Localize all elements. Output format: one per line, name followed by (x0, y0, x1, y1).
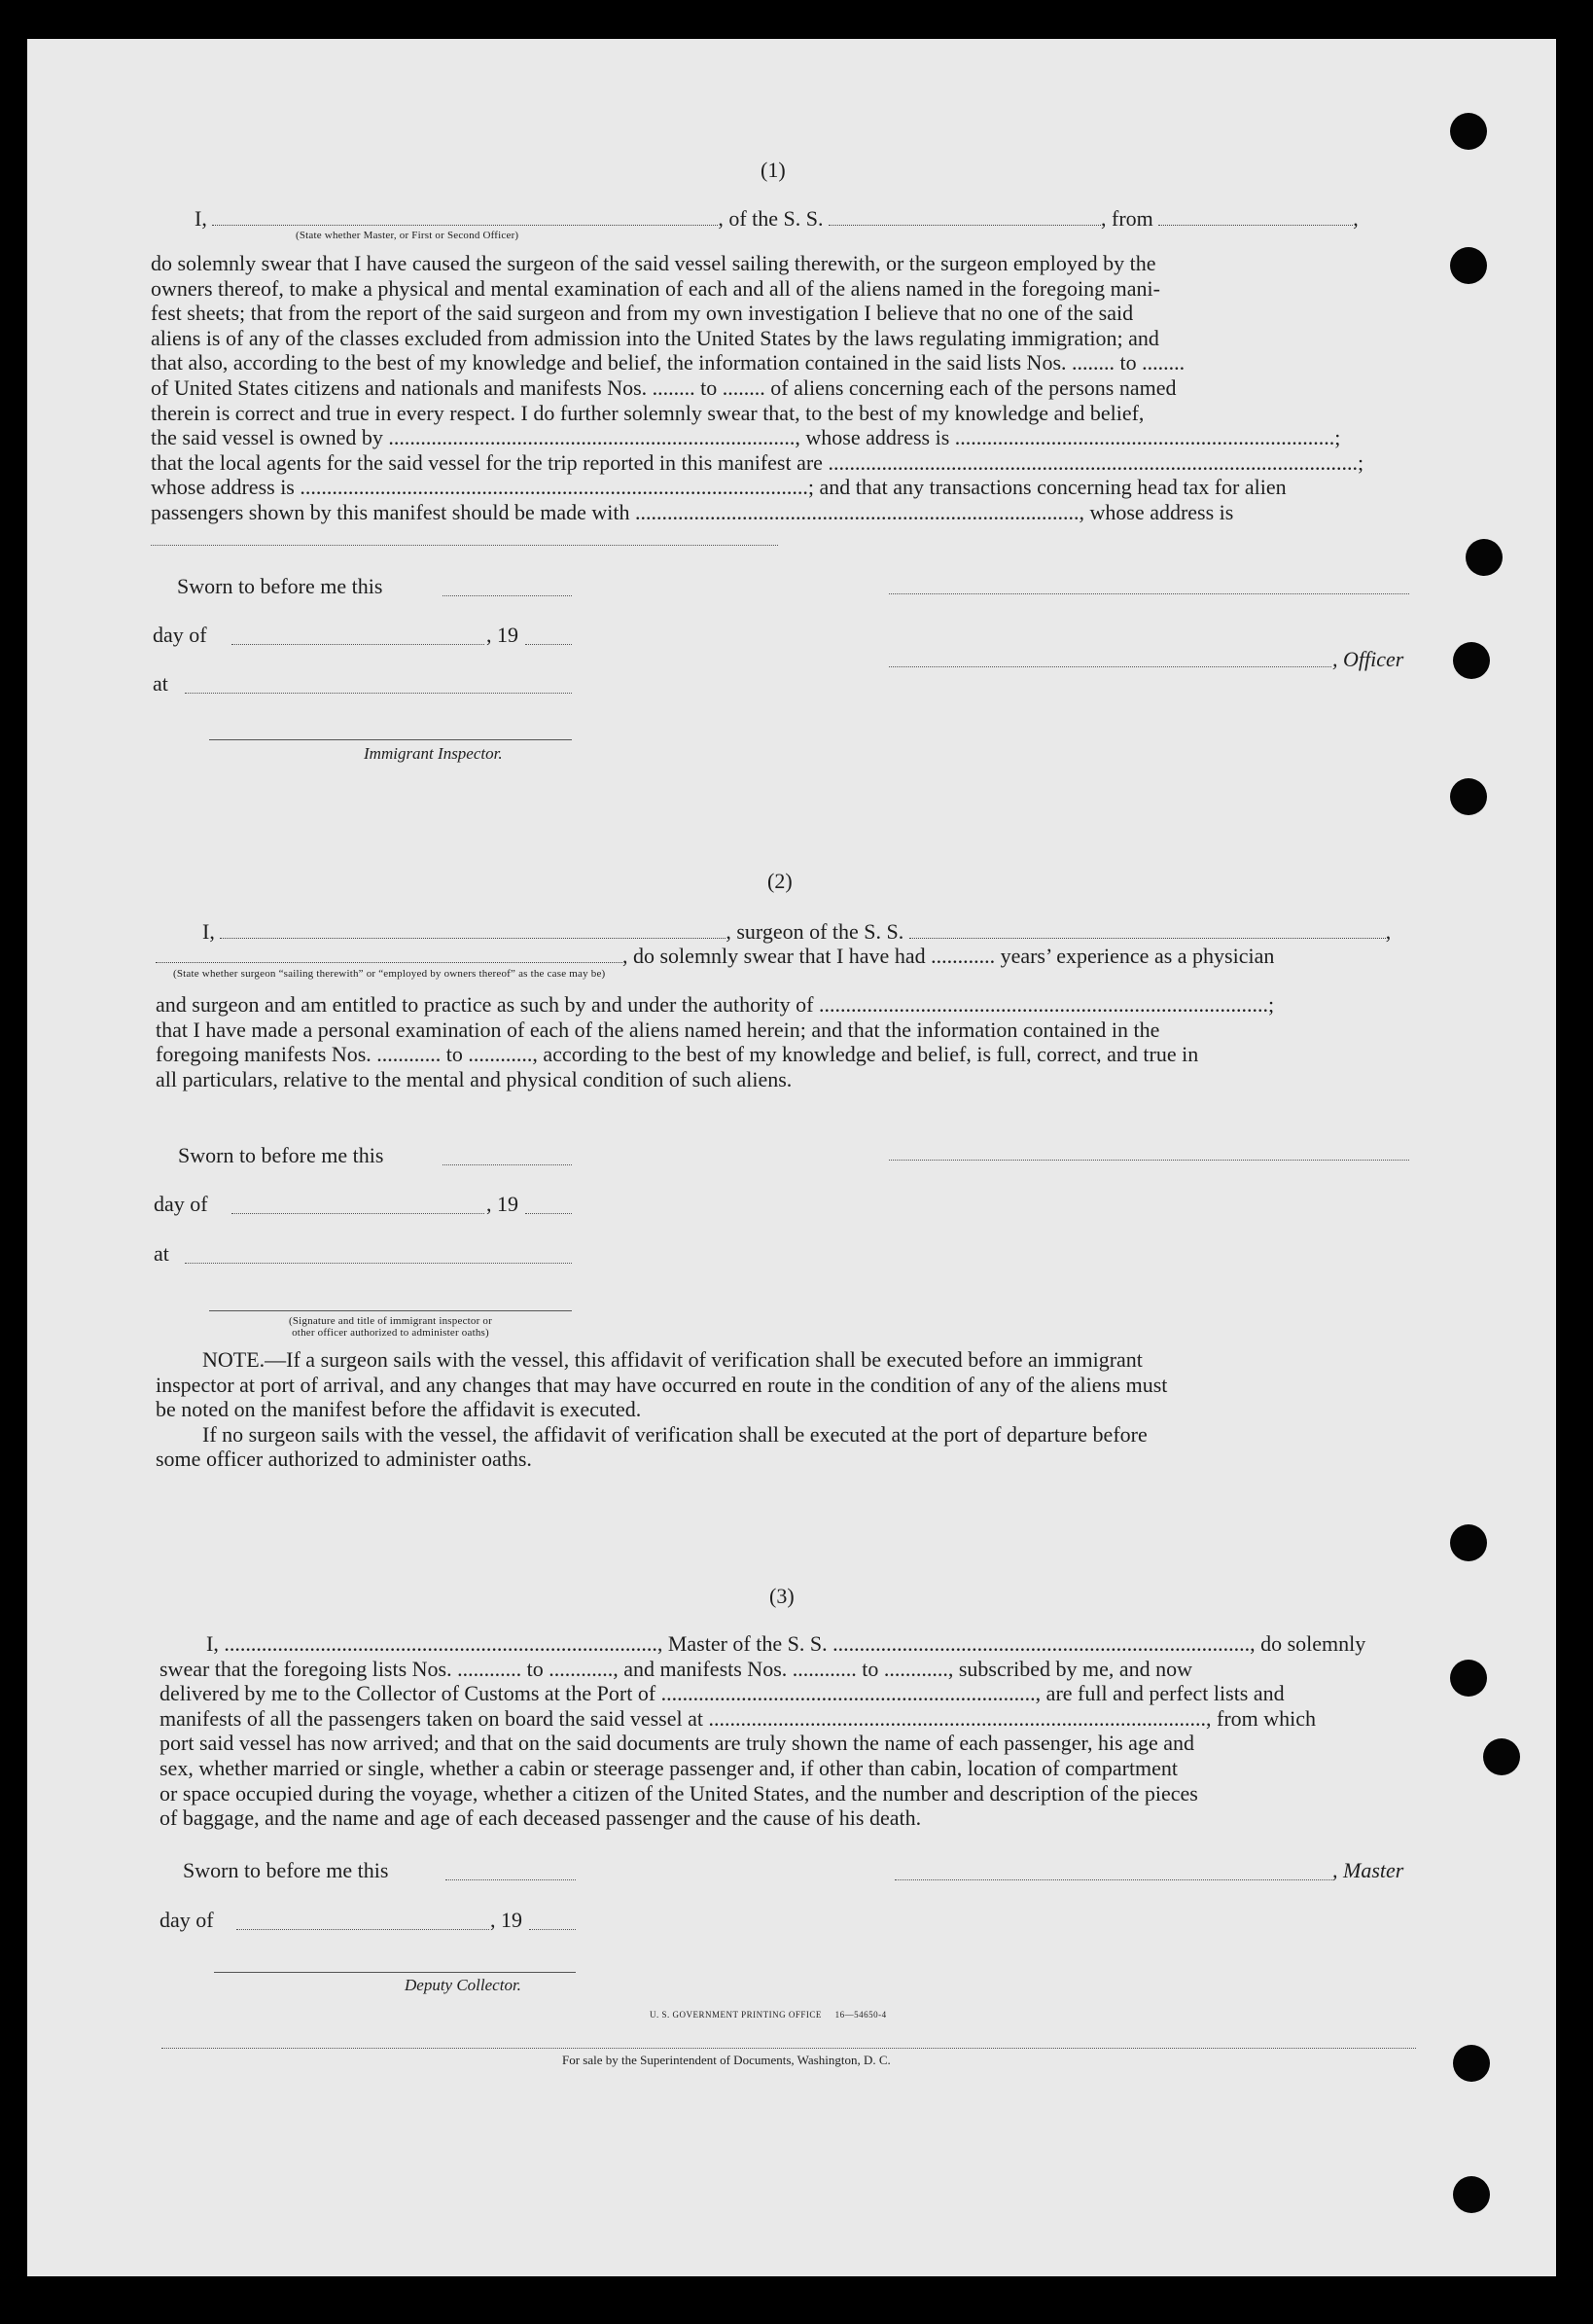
oath-line: swear that the foregoing lists Nos. ............ to ............, and manifests Nos. ............ to ............, subscribed by me, and now (159, 1656, 1192, 1681)
month-field[interactable] (231, 1213, 484, 1214)
officer-name-field[interactable] (212, 225, 718, 226)
punch-hole (1483, 1738, 1520, 1775)
comma: , (1385, 919, 1392, 944)
sworn-label: Sworn to before me this (177, 574, 383, 598)
inspector-label: Immigrant Inspector. (364, 744, 503, 763)
master-signature-line[interactable] (895, 1879, 1332, 1880)
oath-line: delivered by me to the Collector of Customs at the Port of ......................................................................, are full and perfect lists and (159, 1681, 1285, 1706)
day-of-label: day of (159, 1908, 214, 1932)
note-line: inspector at port of arrival, and any changes that may have occurred en route in the condition of any of the aliens must (156, 1372, 1168, 1397)
punch-hole (1453, 2045, 1490, 2082)
comma: , (1353, 206, 1359, 231)
for-sale-notice: For sale by the Superintendent of Documents, Washington, D. C. (562, 2053, 891, 2067)
oath-line: that the local agents for the said vessel for the trip reported in this manifest are ...................................................................................................; (151, 449, 1364, 475)
punch-hole (1453, 2176, 1490, 2213)
officer-title-line[interactable] (889, 666, 1331, 667)
inspector-signature-line[interactable] (209, 739, 572, 740)
oath-line: therein is correct and true in every respect. I do further solemnly swear that, to the best of my knowledge and belief, (151, 400, 1145, 425)
section-2-number: (2) (767, 869, 793, 893)
at-label: at (154, 1241, 169, 1266)
master-label: , Master (1332, 1858, 1404, 1882)
punch-hole (1450, 247, 1487, 284)
section-2-first-line (202, 919, 1418, 945)
oath-line: aliens is of any of the classes excluded from admission into the United States by the laws regulating immigration; and (151, 325, 1159, 350)
year-label: , 19 (486, 623, 518, 647)
year-field[interactable] (525, 644, 572, 645)
oath-line: I, ................................................................................., Master of the S. S. .............................................................................., do solemnly (206, 1631, 1366, 1656)
place-field[interactable] (185, 1263, 572, 1264)
punch-hole (1466, 539, 1503, 576)
note-line: If no surgeon sails with the vessel, the affidavit of verification shall be executed at the port of departure before (202, 1421, 1148, 1447)
punch-hole (1450, 1660, 1487, 1697)
section-2-second-line (156, 944, 1274, 969)
signature-hint (209, 1315, 572, 1339)
oath-line: sex, whether married or single, whether a cabin or steerage passenger and, if other than cabin, location of compartment (159, 1755, 1179, 1780)
vessel-name-field[interactable] (829, 225, 1101, 226)
collector-label: Deputy Collector. (405, 1976, 521, 1994)
section-3-number: (3) (769, 1584, 795, 1608)
label-surgeon-ss: , surgeon of the S. S. (726, 919, 904, 944)
section-2-body (156, 992, 1420, 1091)
punch-hole (1450, 1524, 1487, 1561)
officer-signature-line[interactable] (889, 593, 1409, 594)
at-label: at (153, 671, 168, 696)
year-label: , 19 (490, 1908, 522, 1932)
sworn-label: Sworn to before me this (178, 1143, 384, 1167)
label-i: I, (202, 919, 215, 944)
year-label: , 19 (486, 1192, 518, 1216)
section-1-number: (1) (761, 158, 786, 182)
officer-hint: (State whether Master, or First or Second Officer) (296, 230, 519, 241)
oath-line: foregoing manifests Nos. ............ to ............, according to the best of my knowledge and belief, is full, correct, and true in (156, 1042, 1199, 1067)
oath-line: or space occupied during the voyage, whether a citizen of the United States, and the number and description of the pieces (159, 1780, 1198, 1806)
sworn-date-field[interactable] (445, 1879, 576, 1880)
oath-line: of baggage, and the name and age of each deceased passenger and the cause of his death. (159, 1806, 922, 1831)
sworn-label: Sworn to before me this (183, 1858, 389, 1882)
oath-line: owners thereof, to make a physical and mental examination of each and all of the aliens named in the foregoing mani- (151, 275, 1160, 301)
punch-hole (1453, 642, 1490, 679)
day-of-label: day of (153, 623, 207, 647)
year-field[interactable] (529, 1929, 576, 1930)
departure-port-field[interactable] (1158, 225, 1353, 226)
punch-hole (1450, 778, 1487, 815)
label-from: , from (1101, 206, 1153, 231)
signature-hint-line: (Signature and title of immigrant inspector or (289, 1315, 492, 1327)
signature-hint-line: other officer authorized to administer oaths) (292, 1327, 489, 1339)
month-field[interactable] (236, 1929, 489, 1930)
section-1-body (151, 251, 1415, 525)
section-1-first-line (195, 206, 1410, 232)
note-line: some officer authorized to administer oaths. (156, 1447, 532, 1472)
surgeon-name-field[interactable] (220, 938, 726, 939)
vessel-name-field[interactable] (909, 938, 1386, 939)
label-i: I, (195, 206, 207, 231)
note-line: be noted on the manifest before the affidavit is executed. (156, 1397, 642, 1422)
punch-hole (1450, 113, 1487, 150)
day-of-label: day of (154, 1192, 208, 1216)
oath-line: the said vessel is owned by ............................................................................, whose address is .......................................................................; (151, 425, 1341, 450)
inspector-signature-line[interactable] (209, 1310, 572, 1311)
note-block (156, 1347, 1420, 1472)
sworn-date-field[interactable] (442, 1164, 572, 1165)
oath-line: fest sheets; that from the report of the said surgeon and from my own investigation I believe that no one of the said (151, 301, 1134, 326)
address-line[interactable] (151, 545, 778, 546)
sworn-date-field[interactable] (442, 595, 572, 596)
collector-signature-line[interactable] (214, 1972, 576, 1973)
years-experience-text: , do solemnly swear that I have had ............ years’ experience as a physician (622, 944, 1275, 968)
oath-line: all particulars, relative to the mental and physical condition of such aliens. (156, 1066, 793, 1091)
label-of-ss: , of the S. S. (718, 206, 824, 231)
surgeon-status-field[interactable] (156, 962, 622, 963)
section-3-body (159, 1631, 1424, 1831)
officer-label: , Officer (1332, 647, 1404, 671)
oath-line: manifests of all the passengers taken on board the said vessel at ............................................................................................., from which (159, 1705, 1317, 1731)
surgeon-hint: (State whether surgeon “sailing therewith” or “employed by owners thereof” as the case may be) (173, 968, 606, 980)
year-field[interactable] (525, 1213, 572, 1214)
footer-rule (161, 2048, 1416, 2049)
place-field[interactable] (185, 693, 572, 694)
oath-line: passengers shown by this manifest should be made with ..................................................................................., whose address is (151, 499, 1234, 524)
note-line: NOTE.—If a surgeon sails with the vessel, this affidavit of verification shall be executed before an immigrant (202, 1347, 1143, 1372)
oath-line: port said vessel has now arrived; and that on the said documents are truly shown the name of each passenger, his age and (159, 1731, 1194, 1756)
month-field[interactable] (231, 644, 484, 645)
oath-line: of United States citizens and nationals and manifests Nos. ........ to ........ of aliens concerning each of the persons named (151, 375, 1177, 400)
oath-line: that also, according to the best of my knowledge and belief, the information contained in the said lists Nos. ........ to ........ (151, 350, 1186, 375)
oath-line: do solemnly swear that I have caused the surgeon of the said vessel sailing therewith, or the surgeon employed by the (151, 251, 1156, 275)
oath-line: and surgeon and am entitled to practice as such by and under the authority of ....................................................................................; (156, 992, 1275, 1017)
printing-office-mark: U. S. GOVERNMENT PRINTING OFFICE 16—54650-4 (650, 2010, 887, 2020)
surgeon-signature-line[interactable] (889, 1160, 1409, 1161)
oath-line: that I have made a personal examination of each of the aliens named herein; and that the information contained in the (156, 1017, 1160, 1042)
oath-line: whose address is ...............................................................................................; and that any transactions concerning head tax for alien (151, 475, 1287, 500)
